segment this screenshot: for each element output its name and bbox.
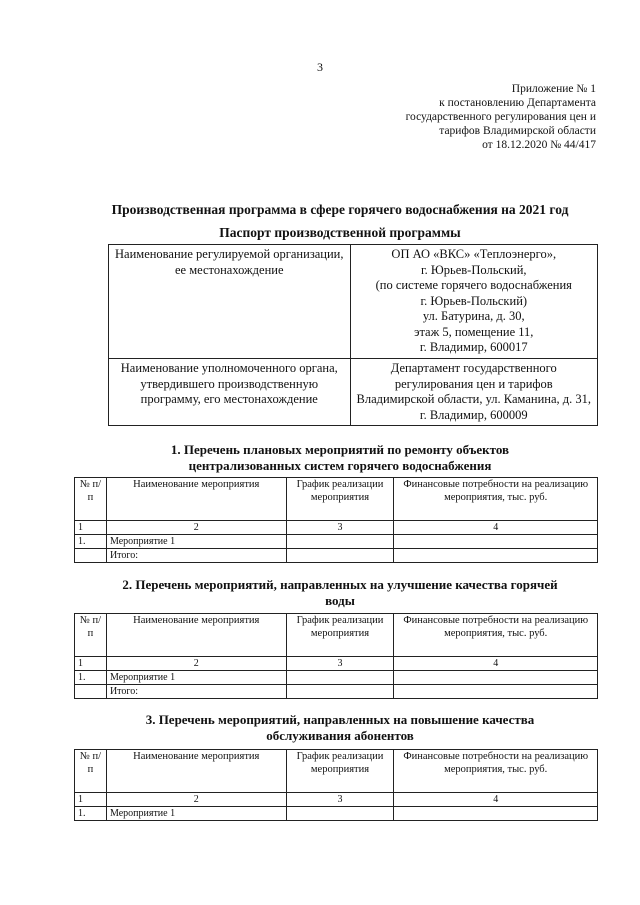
header-cell: № п/п xyxy=(75,750,107,793)
index-cell: 4 xyxy=(394,521,598,535)
index-cell: 2 xyxy=(106,793,286,807)
header-cell: График реализации мероприятия xyxy=(286,614,394,657)
index-cell: 1 xyxy=(75,657,107,671)
header-cell: Наименование мероприятия xyxy=(106,478,286,521)
index-cell: 3 xyxy=(286,521,394,535)
section-title xyxy=(0,442,640,474)
header-cell: Финансовые потребности на реализацию мероприятия, тыс. руб. xyxy=(394,478,598,521)
table-cell xyxy=(394,807,598,821)
table-index-row xyxy=(75,521,598,535)
index-cell: 3 xyxy=(286,793,394,807)
table-cell: Мероприятие 1 xyxy=(106,671,286,685)
header-cell: График реализации мероприятия xyxy=(286,478,394,521)
index-cell: 4 xyxy=(394,793,598,807)
table-cell xyxy=(75,685,107,699)
table-header-row xyxy=(75,478,598,521)
passport-title: Паспорт производственной программы xyxy=(219,225,461,240)
header-cell: Наименование мероприятия xyxy=(106,614,286,657)
table-cell xyxy=(75,549,107,563)
table-cell: 1. xyxy=(75,807,107,821)
header-cell: Финансовые потребности на реализацию мероприятия, тыс. руб. xyxy=(394,750,598,793)
table-row xyxy=(75,671,598,685)
measures-table xyxy=(74,613,598,699)
table-cell: Итого: xyxy=(106,549,286,563)
header-cell: График реализации мероприятия xyxy=(286,750,394,793)
table-cell: Итого: xyxy=(106,685,286,699)
section-title xyxy=(0,577,640,609)
table-cell xyxy=(286,671,394,685)
index-cell: 3 xyxy=(286,657,394,671)
table-cell xyxy=(286,549,394,563)
page-number: 3 xyxy=(317,60,323,74)
table-row xyxy=(75,685,598,699)
section-title-line: воды xyxy=(325,593,355,608)
table-cell xyxy=(394,685,598,699)
passport-value-line: (по системе горячего водоснабжения xyxy=(375,278,572,292)
table-row xyxy=(75,535,598,549)
passport-value-line: ОП АО «ВКС» «Теплоэнерго», xyxy=(391,247,557,261)
table-index-row xyxy=(75,793,598,807)
header-cell: № п/п xyxy=(75,614,107,657)
section-title-line: 1. Перечень плановых мероприятий по ремонту объектов xyxy=(170,442,510,457)
table-cell xyxy=(286,535,394,549)
table-cell: 1. xyxy=(75,671,107,685)
document-title: Производственная программа в сфере горячего водоснабжения на 2021 год xyxy=(111,202,569,217)
header-cell: Финансовые потребности на реализацию мероприятия, тыс. руб. xyxy=(394,614,598,657)
table-index-row xyxy=(75,657,598,671)
appendix-line: Приложение № 1 xyxy=(511,83,596,95)
passport-value-line: г. Юрьев-Польский, xyxy=(420,262,527,277)
table-cell xyxy=(394,535,598,549)
section-title xyxy=(0,712,640,744)
passport-value-line: этаж 5, помещение 11, xyxy=(414,324,534,339)
table-cell xyxy=(286,807,394,821)
index-cell: 1 xyxy=(75,793,107,807)
table-row xyxy=(75,807,598,821)
appendix-line: к постановлению Департамента xyxy=(439,97,596,109)
table-cell: Мероприятие 1 xyxy=(106,807,286,821)
measures-table xyxy=(74,477,598,563)
passport-value-line: г. Владимир, 600017 xyxy=(419,340,528,354)
measures-table xyxy=(74,749,598,821)
table-cell xyxy=(286,685,394,699)
passport-label: Наименование уполномоченного органа, утвердившего производственную программу, его местонахождение xyxy=(109,359,351,426)
section-title-line: 3. Перечень мероприятий, направленных на повышение качества xyxy=(145,712,535,727)
section-title-line: обслуживания абонентов xyxy=(266,728,414,743)
passport-row xyxy=(109,359,598,426)
table-row xyxy=(75,549,598,563)
passport-value-line: г. Юрьев-Польский) xyxy=(420,293,528,308)
table-cell xyxy=(394,671,598,685)
appendix-block xyxy=(406,82,596,152)
section-title-line: 2. Перечень мероприятий, направленных на улучшение качества горячей xyxy=(122,577,558,592)
table-header-row xyxy=(75,614,598,657)
index-cell: 1 xyxy=(75,521,107,535)
header-cell: Наименование мероприятия xyxy=(106,750,286,793)
appendix-line: тарифов Владимирской области xyxy=(439,125,596,137)
passport-value xyxy=(350,245,597,359)
table-cell: Мероприятие 1 xyxy=(106,535,286,549)
passport-value: Департамент государственного регулирования цен и тарифов Владимирской области, ул. Каманина, д. 31, г. Владимир, 600009 xyxy=(350,359,597,426)
index-cell: 4 xyxy=(394,657,598,671)
table-cell xyxy=(394,549,598,563)
passport-row xyxy=(109,245,598,359)
passport-value-line: ул. Батурина, д. 30, xyxy=(422,309,525,323)
header-cell: № п/п xyxy=(75,478,107,521)
table-header-row xyxy=(75,750,598,793)
section-title-line: централизованных систем горячего водоснабжения xyxy=(188,458,492,473)
index-cell: 2 xyxy=(106,521,286,535)
appendix-line: государственного регулирования цен и xyxy=(405,111,596,123)
index-cell: 2 xyxy=(106,657,286,671)
passport-table xyxy=(108,244,598,426)
table-cell: 1. xyxy=(75,535,107,549)
appendix-line: от 18.12.2020 № 44/417 xyxy=(482,139,596,151)
passport-label: Наименование регулируемой организации, ее местонахождение xyxy=(109,245,351,359)
